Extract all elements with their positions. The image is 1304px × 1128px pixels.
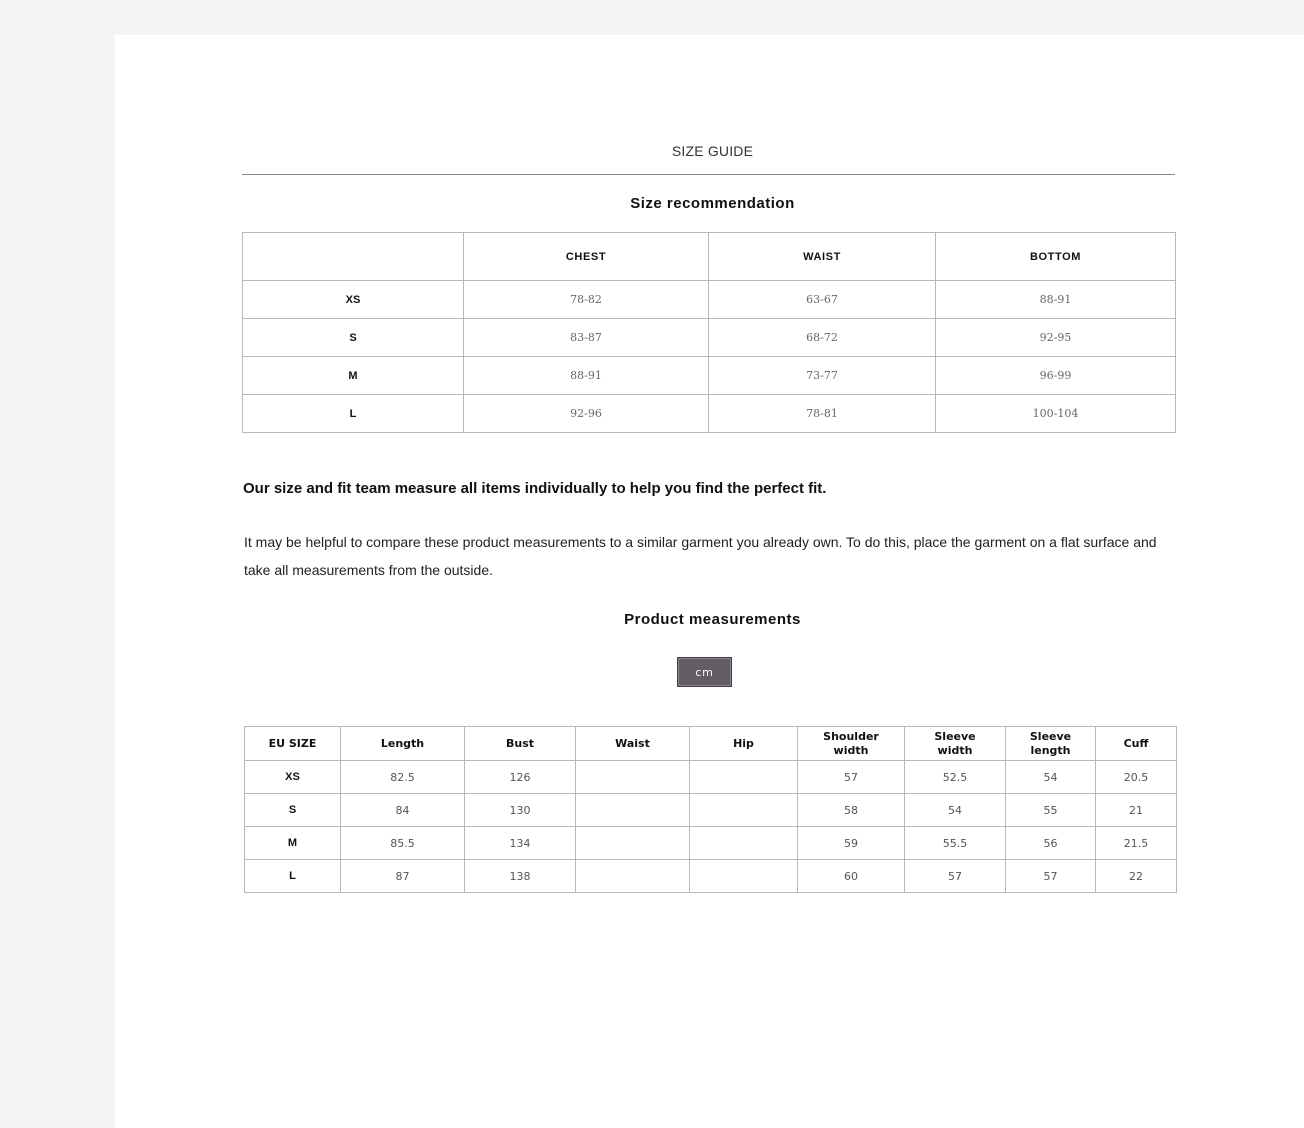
length-value: 85.5 [341, 827, 465, 860]
column-header-eu-size: EU SIZE [245, 727, 341, 761]
cuff-value: 21.5 [1096, 827, 1177, 860]
size-label: M [243, 357, 464, 395]
shoulder-width-value: 60 [798, 860, 905, 893]
column-header-length: Length [341, 727, 465, 761]
waist-value [576, 860, 690, 893]
waist-value [576, 827, 690, 860]
length-value: 84 [341, 794, 465, 827]
chest-value: 78-82 [464, 281, 709, 319]
cuff-value: 21 [1096, 794, 1177, 827]
waist-value [576, 794, 690, 827]
hip-value [690, 827, 798, 860]
product-measurements-heading: Product measurements [624, 611, 801, 628]
hip-value [690, 860, 798, 893]
sleeve-width-value: 54 [905, 794, 1006, 827]
shoulder-width-value: 58 [798, 794, 905, 827]
waist-value [576, 761, 690, 794]
bust-value: 130 [465, 794, 576, 827]
column-header-cuff: Cuff [1096, 727, 1177, 761]
length-value: 82.5 [341, 761, 465, 794]
sleeve-length-value: 56 [1006, 827, 1096, 860]
bottom-value: 92-95 [936, 319, 1176, 357]
size-label: L [245, 860, 341, 893]
table-row [243, 395, 1176, 433]
sleeve-width-value: 55.5 [905, 827, 1006, 860]
column-header-waist: Waist [576, 727, 690, 761]
size-guide-panel [115, 35, 1304, 1128]
sleeve-length-value: 57 [1006, 860, 1096, 893]
fit-team-statement: Our size and fit team measure all items individually to help you find the perfect fit. [243, 480, 827, 497]
table-row [243, 281, 1176, 319]
bottom-value: 96-99 [936, 357, 1176, 395]
chest-value: 83-87 [464, 319, 709, 357]
column-header [243, 233, 464, 281]
column-header-bottom: BOTTOM [936, 233, 1176, 281]
waist-value: 78-81 [709, 395, 936, 433]
unit-cm-button[interactable]: cm [677, 657, 732, 687]
column-header-hip: Hip [690, 727, 798, 761]
table-row [243, 319, 1176, 357]
bottom-value: 100-104 [936, 395, 1176, 433]
table-row [243, 357, 1176, 395]
bust-value: 138 [465, 860, 576, 893]
sleeve-length-value: 54 [1006, 761, 1096, 794]
size-label: XS [245, 761, 341, 794]
table-row [245, 860, 1177, 893]
measurement-instructions: It may be helpful to compare these product measurements to a similar garment you already own. To do this, place the garment on a flat surface and take all measurements from the outside. [244, 534, 1157, 578]
bust-value: 126 [465, 761, 576, 794]
column-header-shoulder-width: Shoulder width [798, 727, 905, 761]
size-label: S [243, 319, 464, 357]
shoulder-width-value: 59 [798, 827, 905, 860]
size-label: M [245, 827, 341, 860]
bust-value: 134 [465, 827, 576, 860]
column-header-waist: WAIST [709, 233, 936, 281]
column-header-bust: Bust [465, 727, 576, 761]
product-measurements-table [244, 726, 1177, 893]
table-row [245, 827, 1177, 860]
chest-value: 92-96 [464, 395, 709, 433]
size-label: L [243, 395, 464, 433]
sleeve-width-value: 57 [905, 860, 1006, 893]
table-header-row [243, 233, 1176, 281]
sleeve-width-value: 52.5 [905, 761, 1006, 794]
cuff-value: 22 [1096, 860, 1177, 893]
column-header-chest: CHEST [464, 233, 709, 281]
hip-value [690, 794, 798, 827]
waist-value: 68-72 [709, 319, 936, 357]
length-value: 87 [341, 860, 465, 893]
page-title: SIZE GUIDE [671, 143, 754, 159]
cuff-value: 20.5 [1096, 761, 1177, 794]
table-header-row [245, 727, 1177, 761]
waist-value: 63-67 [709, 281, 936, 319]
hip-value [690, 761, 798, 794]
size-label: S [245, 794, 341, 827]
size-label: XS [243, 281, 464, 319]
column-header-sleeve-width: Sleeve width [905, 727, 1006, 761]
table-row [245, 794, 1177, 827]
sleeve-length-value: 55 [1006, 794, 1096, 827]
shoulder-width-value: 57 [798, 761, 905, 794]
chest-value: 88-91 [464, 357, 709, 395]
table-row [245, 761, 1177, 794]
size-recommendation-table [242, 232, 1176, 433]
waist-value: 73-77 [709, 357, 936, 395]
title-divider [242, 174, 1175, 175]
bottom-value: 88-91 [936, 281, 1176, 319]
size-recommendation-heading: Size recommendation [630, 195, 795, 212]
column-header-sleeve-length: Sleeve length [1006, 727, 1096, 761]
